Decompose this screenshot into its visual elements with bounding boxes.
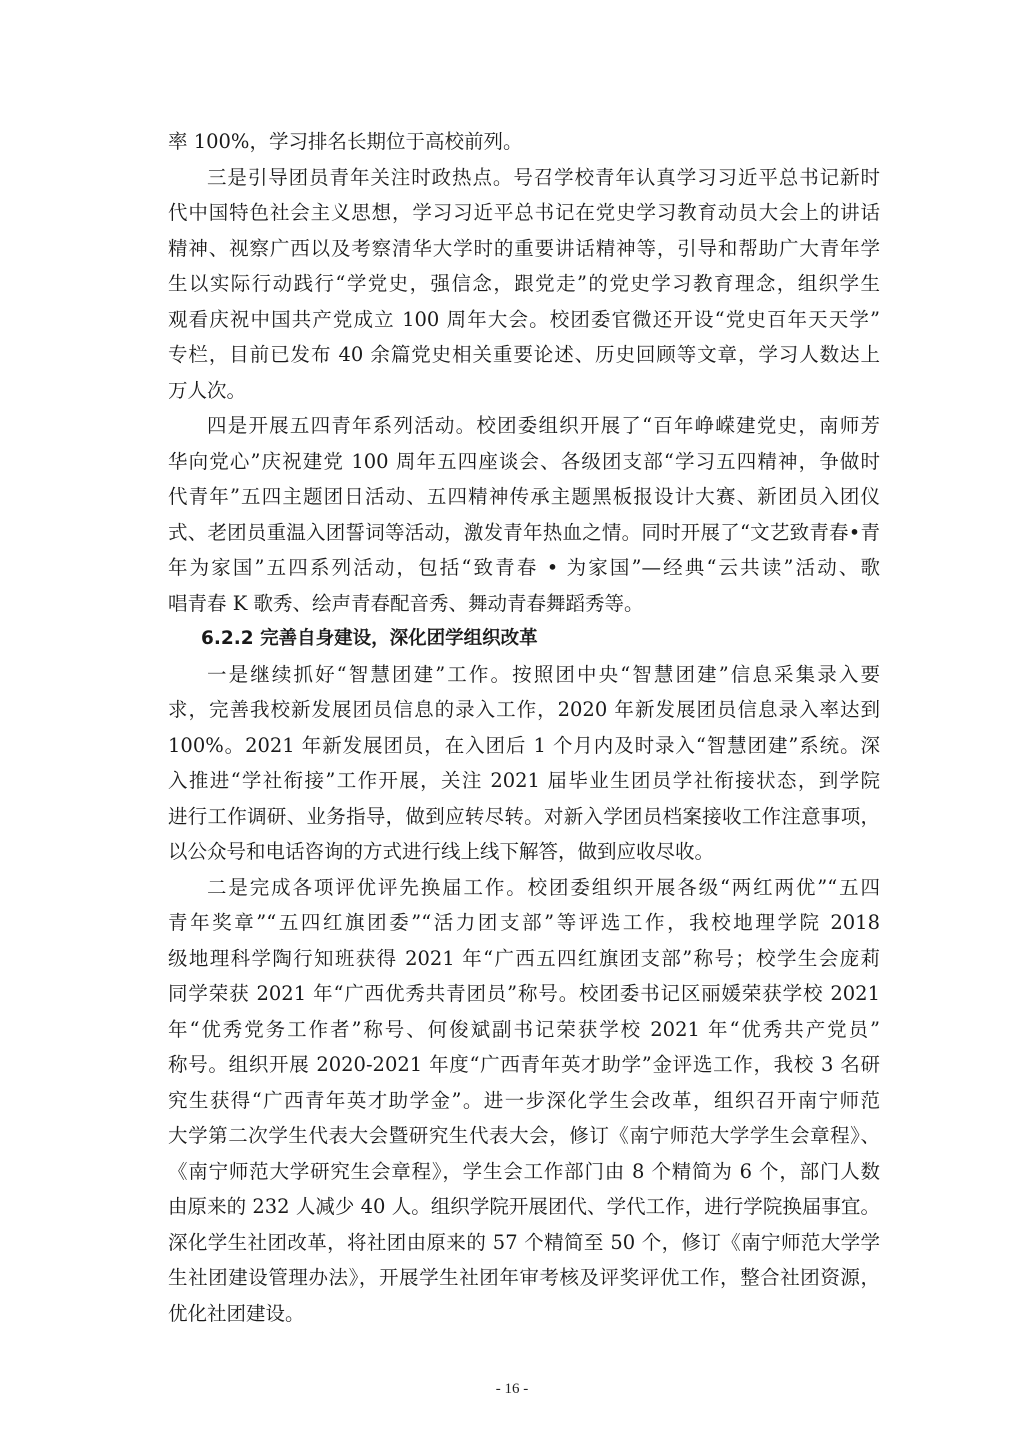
paragraph-first-line: 一是继续抓好“智慧团建”工作。按照团中央“智慧团建”信息采集录入要 (207, 662, 880, 686)
text-line: 万人次。 (168, 378, 247, 402)
text-line: 称号。组织开展 2020-2021 年度“广西青年英才助学”金评选工作，我校 3 名研 (168, 1053, 880, 1076)
text-line: 100%。2021 年新发展团员，在入团后 1 个月内及时录入“智慧团建”系统。深 (168, 733, 880, 757)
text-line: 由原来的 232 人减少 40 人。组织学院开展团代、学代工作，进行学院换届事宜。 (168, 1195, 880, 1218)
text-line: 年为家国”五四系列活动，包括“致青春 • 为家国”—经典“云共读”活动、歌 (168, 556, 880, 579)
text-line: 代青年”五四主题团日活动、五四精神传承主题黑板报设计大赛、新团员入团仪 (168, 485, 880, 508)
text-line: 式、老团员重温入团誓词等活动，激发青年热血之情。同时开展了“文艺致青春•青 (168, 520, 880, 544)
text-line: 青年奖章”“五四红旗团委”“活力团支部”等评选工作，我校地理学院 2018 (168, 911, 880, 934)
text-line: 专栏，目前已发布 40 余篇党史相关重要论述、历史回顾等文章，学习人数达上 (168, 343, 880, 366)
text-line: 《南宁师范大学研究生会章程》，学生会工作部门由 8 个精简为 6 个，部门人数 (168, 1159, 880, 1183)
text-line: 生以实际行动践行“学党史，强信念，跟党走”的党史学习教育理念，组织学生 (168, 272, 880, 295)
text-line: 优化社团建设。 (168, 1301, 305, 1325)
page-number: - 16 - (495, 1381, 529, 1397)
text-line: 华向党心”庆祝建党 100 周年五四座谈会、各级团支部“学习五四精神，争做时 (168, 449, 880, 473)
text-line: 深化学生社团改革，将社团由原来的 57 个精简至 50 个，修订《南宁师范大学学 (168, 1230, 880, 1254)
text-line: 年“优秀党务工作者”称号、何俊斌副书记荣获学校 2021 年“优秀共产党员” (168, 1017, 880, 1041)
text-line: 究生获得“广西青年英才助学金”。进一步深化学生会改革，组织召开南宁师范 (168, 1088, 880, 1112)
text-line: 大学第二次学生代表大会暨研究生代表大会，修订《南宁师范大学学生会章程》、 (168, 1124, 880, 1147)
text-line: 代中国特色社会主义思想，学习习近平总书记在党史学习教育动员大会上的讲话 (168, 201, 880, 224)
text-line: 级地理科学陶行知班获得 2021 年“广西五四红旗团支部”称号；校学生会庞莉 (168, 946, 880, 970)
text-line: 精神、视察广西以及考察清华大学时的重要讲话精神等，引导和帮助广大青年学 (168, 236, 880, 260)
text-line: 求，完善我校新发展团员信息的录入工作，2020 年新发展团员信息录入率达到 (168, 698, 880, 721)
text-line: 进行工作调研、业务指导，做到应转尽转。对新入学团员档案接收工作注意事项， (168, 804, 880, 828)
text-line: 唱青春 K 歌秀、绘声青春配音秀、舞动青春舞蹈秀等。 (168, 591, 644, 615)
section-heading: 6.2.2 完善自身建设，深化团学组织改革 (201, 628, 538, 649)
paragraph-first-line: 三是引导团员青年关注时政热点。号召学校青年认真学习习近平总书记新时 (207, 165, 880, 189)
text-line: 率 100%，学习排名长期位于高校前列。 (168, 130, 523, 153)
text-line: 入推进“学社衔接”工作开展，关注 2021 届毕业生团员学社衔接状态，到学院 (168, 769, 880, 792)
document-body (168, 124, 880, 1331)
text-line: 同学荣获 2021 年“广西优秀共青团员”称号。校团委书记区丽媛荣获学校 2021 (168, 982, 880, 1005)
paragraph-first-line: 二是完成各项评优评先换届工作。校团委组织开展各级“两红两优”“五四 (207, 875, 880, 899)
paragraph-first-line: 四是开展五四青年系列活动。校团委组织开展了“百年峥嵘建党史，南师芳 (207, 414, 880, 437)
text-line: 生社团建设管理办法》，开展学生社团年审考核及评奖评优工作，整合社团资源， (168, 1266, 880, 1289)
text-line: 观看庆祝中国共产党成立 100 周年大会。校团委官微还开设“党史百年天天学” (168, 307, 880, 331)
text-line: 以公众号和电话咨询的方式进行线上线下解答，做到应收尽收。 (168, 840, 715, 863)
